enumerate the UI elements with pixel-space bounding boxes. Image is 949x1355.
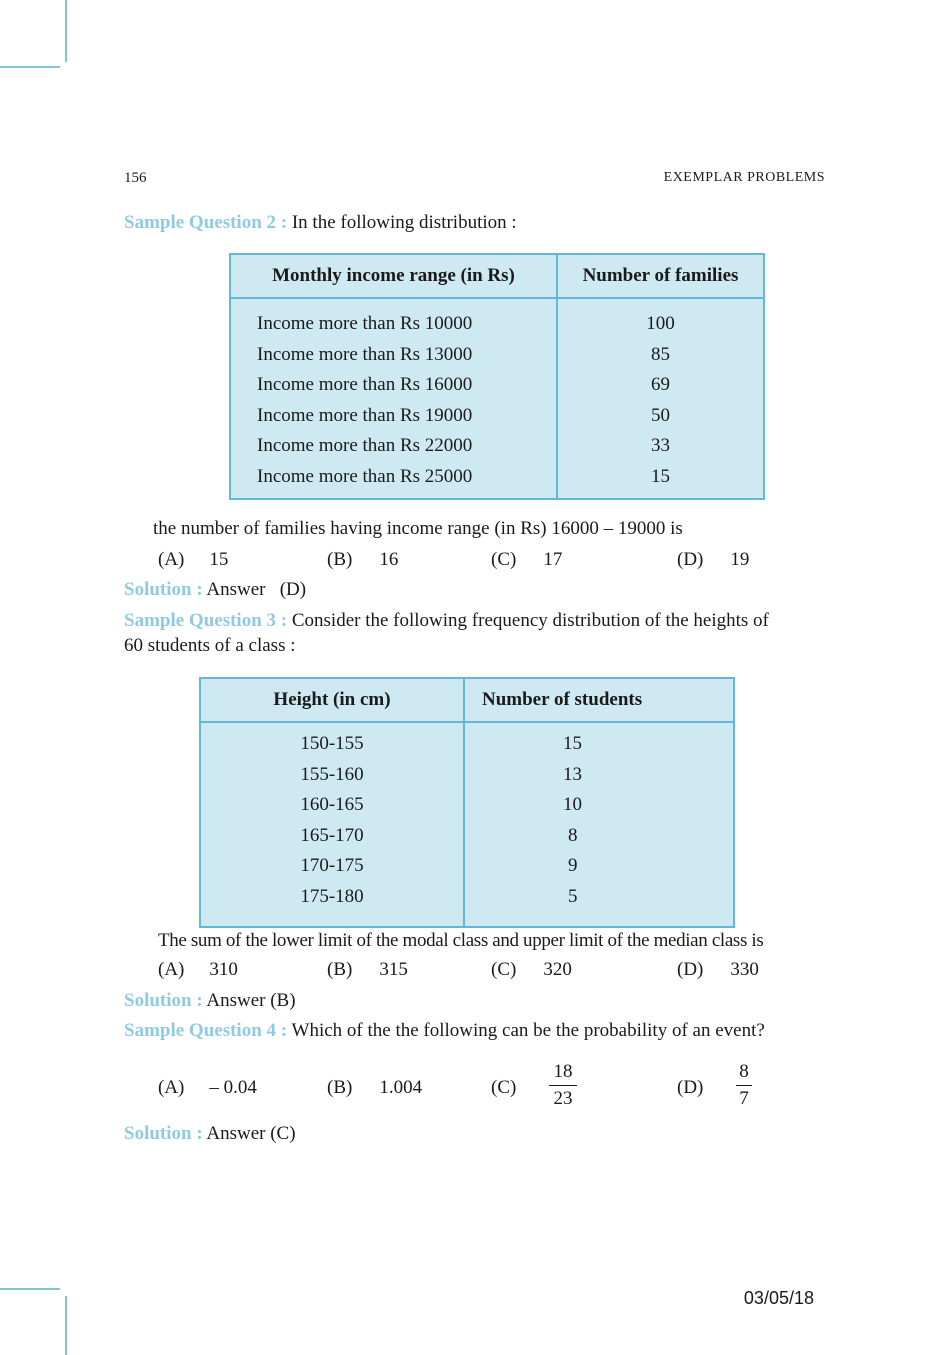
income-range-cell: Income more than Rs 25000	[230, 462, 557, 500]
q3-label: Sample Question 3 :	[124, 610, 288, 631]
q3-option-a	[158, 959, 238, 981]
height-range-cell: 155-160	[200, 760, 464, 791]
students-cell: 8	[568, 824, 578, 846]
q2-option-b	[327, 549, 398, 571]
families-cell: 15	[651, 465, 670, 487]
q2-solution-text: Answer (D)	[206, 579, 307, 600]
option-value: 17	[543, 549, 563, 570]
height-range-cell: 150-155	[200, 722, 464, 760]
income-header-range: Monthly income range (in Rs)	[230, 254, 557, 298]
q2-label: Sample Question 2 :	[124, 212, 288, 233]
crop-mark-top-horizontal	[0, 66, 60, 68]
families-cell: 50	[651, 404, 670, 426]
crop-mark-bottom-horizontal	[0, 1288, 60, 1290]
option-key: (D)	[677, 549, 704, 570]
income-header-families: Number of families	[557, 254, 764, 298]
fraction-numerator: 8	[736, 1061, 752, 1086]
option-key: (A)	[158, 959, 185, 980]
height-header-range: Height (in cm)	[200, 678, 464, 722]
income-table-header	[230, 254, 764, 298]
option-key: (C)	[491, 549, 517, 570]
q4-heading	[124, 1020, 765, 1042]
q4-option-c-fraction	[549, 1061, 577, 1110]
fraction-denominator: 23	[553, 1088, 573, 1109]
income-range-cell: Income more than Rs 22000	[230, 431, 557, 462]
q4-prompt: Which of the the following can be the probability of an event?	[291, 1020, 765, 1041]
families-cell: 85	[651, 343, 670, 365]
option-key: (C)	[491, 959, 517, 980]
footer-date: 03/05/18	[743, 1288, 814, 1308]
income-range-cell: Income more than Rs 10000	[230, 298, 557, 340]
height-table	[199, 677, 735, 928]
option-value: 15	[209, 549, 229, 570]
families-cell: 69	[651, 374, 670, 396]
q4-solution	[124, 1123, 296, 1145]
option-key: (D)	[677, 959, 704, 980]
option-key: (B)	[327, 959, 353, 980]
families-cell: 33	[651, 435, 670, 457]
running-title: EXEMPLAR PROBLEMS	[663, 170, 825, 185]
height-range-cell: 165-170	[200, 821, 464, 852]
option-value: 19	[730, 549, 750, 570]
q4-option-d-fraction	[736, 1061, 752, 1110]
q2-solution-label: Solution :	[124, 579, 203, 600]
height-range-cell: 170-175	[200, 851, 464, 882]
income-range-cell: Income more than Rs 19000	[230, 401, 557, 432]
option-value: – 0.04	[209, 1077, 257, 1098]
q2-question: the number of families having income range (in Rs) 16000 – 19000 is	[153, 518, 683, 539]
option-value: 320	[543, 959, 572, 980]
q3-prompt-line1: Consider the following frequency distribution of the heights of	[291, 610, 769, 631]
height-range-cell: 175-180	[200, 882, 464, 928]
fraction-denominator: 7	[739, 1088, 749, 1109]
q3-solution	[124, 990, 296, 1012]
q3-option-c	[491, 959, 572, 981]
q2-solution	[124, 579, 306, 601]
crop-mark-top-vertical	[65, 0, 67, 62]
crop-mark-bottom-vertical	[65, 1296, 67, 1355]
q3-question: The sum of the lower limit of the modal class and upper limit of the median class is	[158, 930, 764, 951]
q2-option-d	[677, 549, 749, 571]
q4-option-b	[327, 1077, 422, 1099]
families-cell: 100	[646, 313, 675, 335]
income-range-cell: Income more than Rs 13000	[230, 340, 557, 371]
q2-prompt: In the following distribution :	[291, 212, 517, 233]
students-cell: 5	[568, 885, 578, 907]
option-key: (A)	[158, 549, 185, 570]
height-range-cell: 160-165	[200, 790, 464, 821]
option-value: 1.004	[379, 1077, 423, 1098]
q4-solution-text: Answer (C)	[206, 1123, 296, 1144]
q4-option-d-key: (D)	[677, 1077, 704, 1098]
students-cell: 9	[568, 855, 578, 877]
page-number: 156	[124, 170, 147, 186]
q3-solution-text: Answer (B)	[206, 990, 296, 1011]
option-key: (A)	[158, 1077, 185, 1098]
option-key: (B)	[327, 549, 353, 570]
option-value: 310	[209, 959, 238, 980]
option-value: 330	[730, 959, 759, 980]
option-key: (B)	[327, 1077, 353, 1098]
income-range-cell: Income more than Rs 16000	[230, 370, 557, 401]
height-table-header	[200, 678, 734, 722]
q3-prompt-line2: 60 students of a class :	[124, 635, 296, 656]
q2-heading	[124, 212, 517, 234]
fraction-numerator: 18	[549, 1061, 577, 1086]
height-header-students: Number of students	[464, 678, 734, 722]
option-value: 315	[379, 959, 408, 980]
income-table	[229, 253, 765, 500]
students-cell: 13	[563, 763, 582, 785]
option-value: 16	[379, 549, 399, 570]
q4-label: Sample Question 4 :	[124, 1020, 288, 1041]
q2-option-c	[491, 549, 562, 571]
q3-solution-label: Solution :	[124, 990, 203, 1011]
q3-option-b	[327, 959, 408, 981]
q4-option-a	[158, 1077, 257, 1099]
q4-option-c-key: (C)	[491, 1077, 517, 1098]
q2-option-a	[158, 549, 228, 571]
q3-option-d	[677, 959, 759, 981]
students-cell: 10	[563, 794, 582, 816]
students-cell: 15	[563, 733, 582, 755]
q4-solution-label: Solution :	[124, 1123, 203, 1144]
q3-heading	[124, 610, 769, 632]
